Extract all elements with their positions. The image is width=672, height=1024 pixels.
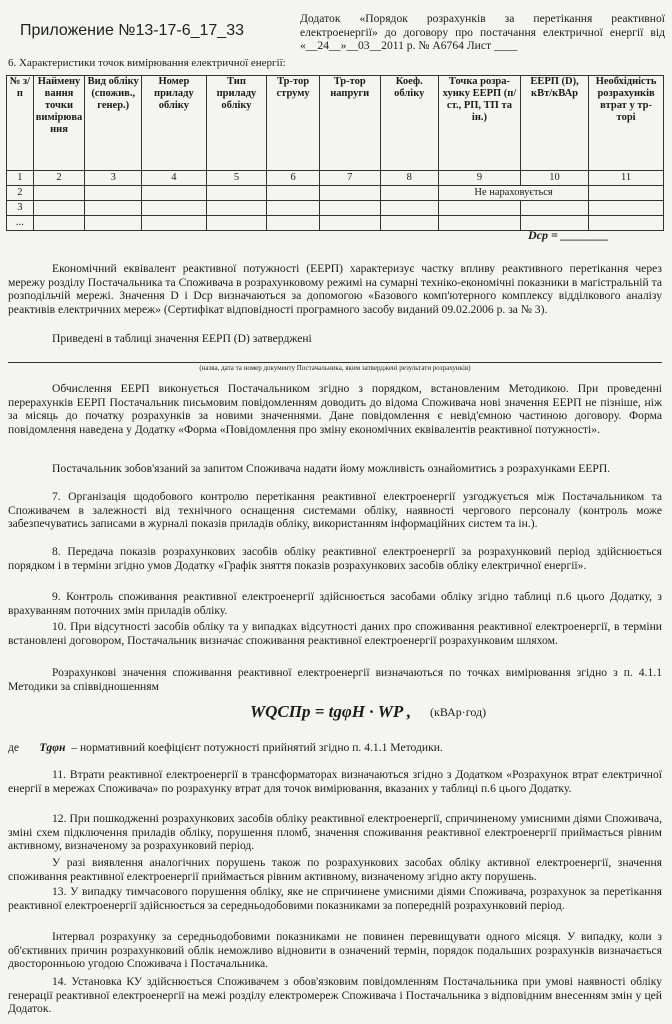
table-row bbox=[7, 201, 664, 216]
formula: WQСПр = tgφН · WP , bbox=[250, 702, 412, 721]
paragraph-11: 11. Втрати реактивної електроенергії в трансформаторах визначаються згідно з Додатком «Розрахунок втрат електричної енергії в мережах Споживача» по розрахунку втрат для точок вимірювання, вказаних у таблиці п.6 цього Додатку. bbox=[8, 768, 662, 795]
row-number: 3 bbox=[7, 201, 34, 216]
row-number: ... bbox=[7, 216, 34, 231]
formula-unit: (кВАр·год) bbox=[430, 705, 487, 719]
paragraph-13b: Інтервал розрахунку за середньодобовими показниками не повинен перевищувати одного місяця. У випадку, коли з об'єктивних причин розрахунковий облік неможливо відновити в означений термін, порядок подальших розрахунків визначається двосторонньою угодою Споживача і Постачальника. bbox=[8, 930, 662, 971]
paragraph-10: 10. При відсутності засобів обліку та у випадках відсутності даних про споживання реактивної електроенергії, в терміни встановлені договором, Постачальник визначає споживання реактивної електроенергії розрахунковим шляхом. bbox=[8, 620, 662, 647]
paragraph-12b: У разі виявлення аналогічних порушень також по розрахункових засобах обліку активної електроенергії, значення споживання реактивної електроенергії приймається рівним активному, визначеному згідно акту порушень. bbox=[8, 856, 662, 883]
col-header: Наймену вання точки вимірюва ння bbox=[33, 76, 85, 171]
paragraph-12: 12. При пошкодженні розрахункових засобів обліку реактивної електроенергії, спричиненому умисними діями Споживача, зміні схем підключення приладів обліку, порушення пломб, значення споживання реактивної електроенергії приймається рівним активному, визначеному за розрахунковий період. bbox=[8, 812, 662, 853]
tg-text: – нормативний коефіцієнт потужності прийнятий згідно п. 4.1.1 Методики. bbox=[71, 741, 443, 754]
paragraph-10b: Розрахункові значення споживання реактивної електроенергії визначаються по точках вимірювання згідно з п. 4.1.1 Методики за співвідношенням bbox=[8, 666, 662, 693]
col-number: 9 bbox=[439, 171, 521, 186]
row-number: 2 bbox=[7, 186, 34, 201]
paragraph-eerp-definition: Економічний еквівалент реактивної потужності (ЕЕРП) характеризує частку впливу реактивного перетікання через мережу розділу Постачальника та Споживача в розрахунковому режимі на сумарні техніко-економічні показники в магістральній та розподільчій мережі. Значення D і Dср визначаються за допомогою «Базового комп'ютерного комплексу відділкового аналізу реактивів електричних мереж» (Сертифікат відповідності програмного засобу виданий 09.02.2006 р. за № 3). bbox=[8, 262, 662, 316]
tg-definition bbox=[8, 741, 443, 754]
col-number: 4 bbox=[142, 171, 207, 186]
col-header: ЕЕРП (D), кВт/кВАр bbox=[520, 76, 588, 171]
paragraph-approved: Приведені в таблиці значення ЕЕРП (D) затверджені bbox=[52, 332, 312, 345]
signature-line bbox=[8, 362, 662, 363]
col-number: 10 bbox=[520, 171, 588, 186]
paragraph-obligation: Постачальник зобов'язаний за запитом Споживача надати йому можливість ознайомитись з розрахунками ЕЕРП. bbox=[52, 462, 611, 475]
table-header-row bbox=[7, 76, 664, 171]
paragraph-8: 8. Передача показів розрахункових засобів обліку реактивної електроенергії за розрахунковий період здійснюється порядком і в терміни згідно умов Додатку «Графік зняття показів розрахункових засобів обліку електричної енергії». bbox=[8, 545, 662, 572]
document-caption: (назва, дата та номер документу Постачальника, яким затверджені результати розрахунків) bbox=[199, 364, 471, 372]
table-row bbox=[7, 186, 664, 201]
document-reference: Додаток «Порядок розрахунків за перетікання реактивної електроенергії» до договору про постачання електричної енергії від «__24__»__03__2011 р. № А6764 Лист ____ bbox=[300, 12, 665, 52]
paragraph-calculation: Обчислення ЕЕРП виконується Постачальником згідно з порядком, встановленим Методикою. При проведенні перерахунків ЕЕРП Постачальник письмовим повідомленням доводить до відома Споживача нові значення ЕЕРП не пізніше, ніж за місяць до початку розрахунків за новими значеннями. Дане повідомлення є невід'ємною частиною договору. Форма повідомлення наведена у Додатку «Форма «Повідомлення про зміну економічних еквівалентів реактивної потужності». bbox=[8, 382, 662, 436]
col-number: 5 bbox=[206, 171, 267, 186]
col-header: Номер приладу обліку bbox=[142, 76, 207, 171]
col-number: 1 bbox=[7, 171, 34, 186]
measurement-points-table bbox=[6, 75, 664, 231]
paragraph-14: 14. Установка КУ здійснюється Споживачем з обов'язковим повідомленням Постачальника при умові наявності обліку генерації реактивної електроенергії на межі розділу електромереж Споживача і Постачальника з відповідним внесенням змін у цей Додаток. bbox=[8, 975, 662, 1016]
paragraph-7: 7. Організація щодобового контролю перетікання реактивної електроенергії узгоджується між Постачальником та Споживачем в залежності від технічного оснащення системами обліку, наявності чергового персоналу (контроль може забезпечуватись записами в журналі показів приладів обліку, використанням інформаційних систем та ін.). bbox=[8, 490, 662, 531]
col-number: 3 bbox=[85, 171, 142, 186]
column-number-row bbox=[7, 171, 664, 186]
col-header: Тр-тор струму bbox=[267, 76, 320, 171]
not-charged-note: Не нараховується bbox=[439, 186, 589, 201]
col-header: Тип приладу обліку bbox=[206, 76, 267, 171]
paragraph-9: 9. Контроль споживання реактивної електроенергії здійснюється засобами обліку згідно таблиці п.6 цього Додатку, з врахуванням поточних змін приладів обліку. bbox=[8, 590, 662, 617]
section-title: 6. Характеристики точок вимірювання електричної енергії: bbox=[8, 57, 286, 69]
col-number: 6 bbox=[267, 171, 320, 186]
dsr-label: Dср = ________ bbox=[528, 228, 609, 242]
tg-prefix: де bbox=[8, 741, 20, 754]
col-header: Точка розра-хунку ЕЕРП (п/ст., РП, ТП та ін.) bbox=[439, 76, 521, 171]
paragraph-13: 13. У випадку тимчасового порушення обліку, яке не спричинене умисними діями Споживача, розрахунок за перетікання реактивної електроенергії здійснюється за середньодобовими показниками за попередній розрахунковий період. bbox=[8, 885, 662, 912]
col-header: Коеф. обліку bbox=[380, 76, 438, 171]
col-number: 11 bbox=[589, 171, 664, 186]
col-number: 8 bbox=[380, 171, 438, 186]
col-header: Необхідність розрахунків втрат у тр-торі bbox=[589, 76, 664, 171]
col-header: Тр-тор напруги bbox=[319, 76, 380, 171]
tg-symbol: Tgφн bbox=[39, 741, 66, 754]
col-number: 2 bbox=[33, 171, 85, 186]
col-number: 7 bbox=[319, 171, 380, 186]
col-header: Вид обліку (спожив., генер.) bbox=[85, 76, 142, 171]
annex-label: Приложение №13-17-6_17_33 bbox=[20, 22, 244, 39]
col-header: № з/п bbox=[7, 76, 34, 171]
